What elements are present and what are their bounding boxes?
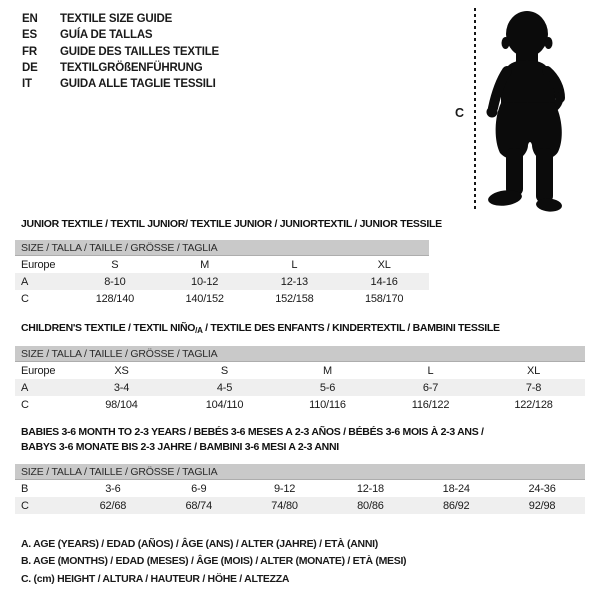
age-cell: 8-10 (70, 273, 160, 290)
height-cell: 86/92 (413, 497, 499, 514)
children-heading-part: CHILDREN'S TEXTILE / TEXTIL NIÑO (21, 322, 196, 334)
babies-heading-line1: BABIES 3-6 MONTH TO 2-3 YEARS / BEBÉS 3-6 MESES A 2-3 AÑOS / BÉBÉS 3-6 MOIS À 2-3 ANS / (21, 426, 484, 438)
row-label: C (21, 398, 29, 411)
size-cell: L (427, 364, 434, 377)
height-measure-label: C (455, 106, 465, 120)
language-code: DE (22, 61, 38, 74)
age-cell: 10-12 (160, 273, 250, 290)
age-cell: 12-13 (250, 273, 340, 290)
height-cell: 128/140 (95, 292, 135, 305)
children-heading-subscript: /A (195, 326, 203, 335)
height-cell: 110/116 (309, 398, 346, 411)
height-cell: 158/170 (364, 292, 404, 305)
note-height-cm: C. (cm) HEIGHT / ALTURA / HAUTEUR / HÖHE / ALTEZZA (21, 572, 290, 585)
height-cell: 80/86 (327, 497, 413, 514)
age-cell: 18-24 (442, 482, 470, 495)
age-cell: 4-5 (173, 379, 276, 396)
row-label: Europe (21, 364, 56, 377)
age-cell: 6-9 (191, 482, 207, 495)
age-cell: 5-6 (276, 379, 379, 396)
age-cell: 3-6 (105, 482, 121, 495)
legend-notes (21, 536, 406, 588)
height-cell: 140/152 (185, 292, 224, 305)
age-cell: 14-16 (339, 273, 429, 290)
age-cell: 12-18 (356, 482, 384, 495)
language-row-en (22, 13, 219, 25)
children-size-table (15, 346, 585, 413)
toddler-silhouette-image (481, 8, 591, 213)
size-header-label: SIZE / TALLA / TAILLE / GRÖSSE / TAGLIA (15, 464, 585, 480)
table-row-europe (15, 362, 585, 380)
size-header-label: SIZE / TALLA / TAILLE / GRÖSSE / TAGLIA (15, 240, 429, 256)
size-header-label: SIZE / TALLA / TAILLE / GRÖSSE / TAGLIA (15, 346, 585, 362)
language-row-es (22, 29, 219, 41)
note-age-years: A. AGE (YEARS) / EDAD (AÑOS) / ÂGE (ANS) / ALTER (JAHRE) / ETÀ (ANNI) (21, 538, 378, 550)
guide-title-es: GUÍA DE TALLAS (60, 29, 153, 42)
babies-table-heading (21, 425, 541, 455)
table-row-age-months (15, 480, 585, 498)
guide-title-en: TEXTILE SIZE GUIDE (60, 13, 173, 25)
age-cell: 3-4 (70, 379, 173, 396)
row-label: Europe (21, 258, 56, 271)
babies-size-table (15, 464, 585, 514)
size-cell: S (111, 258, 119, 271)
height-cell: 74/80 (242, 497, 328, 514)
language-code: EN (22, 13, 38, 25)
height-measure-dashed-line (474, 8, 476, 210)
children-heading-part: / TEXTILE DES ENFANTS / KINDERTEXTIL / BAMBINI TESSILE (202, 322, 500, 334)
height-cell: 122/128 (514, 398, 553, 411)
size-cell: M (200, 258, 210, 271)
table-row-height (15, 290, 429, 307)
size-cell: XL (377, 258, 391, 271)
height-cell: 62/68 (70, 497, 156, 514)
junior-size-table (15, 240, 429, 307)
age-cell: 24-36 (528, 482, 556, 495)
table-row-height (15, 396, 585, 413)
guide-title-de: TEXTILGRÖßENFÜHRUNG (60, 61, 203, 74)
table-row-height (15, 497, 585, 514)
size-cell: S (220, 364, 229, 377)
size-header-bar (15, 346, 585, 362)
table-row-age (15, 273, 429, 290)
language-row-fr (22, 46, 219, 58)
language-row-de (22, 62, 219, 74)
language-code: ES (22, 29, 37, 42)
table-row-age (15, 379, 585, 396)
size-cell: XS (114, 364, 129, 377)
age-cell: 9-12 (273, 482, 296, 495)
row-label: C (21, 292, 29, 305)
age-cell: 6-7 (379, 379, 482, 396)
note-age-months: B. AGE (MONTHS) / EDAD (MESES) / ÂGE (MOIS) / ALTER (MONATE) / ETÀ (MESI) (21, 555, 407, 568)
size-cell: XL (526, 364, 541, 377)
size-header-bar (15, 464, 585, 480)
table-row-europe (15, 256, 429, 274)
row-label: B (21, 482, 29, 495)
size-cell: L (291, 258, 298, 271)
height-cell: 104/110 (205, 398, 244, 411)
babies-heading-line2: BABYS 3-6 MONATE BIS 2-3 JAHRE / BAMBINI 3-6 MESI A 2-3 ANNI (21, 441, 339, 453)
row-label: A (15, 379, 70, 396)
age-cell: 7-8 (482, 379, 585, 396)
size-header-bar (15, 240, 429, 256)
language-row-it (22, 78, 219, 90)
row-label: A (15, 273, 70, 290)
language-code: IT (22, 78, 32, 91)
row-label: C (15, 497, 70, 514)
height-cell: 92/98 (499, 497, 585, 514)
guide-title-fr: GUIDE DES TAILLES TEXTILE (60, 45, 219, 58)
guide-title-it: GUIDA ALLE TAGLIE TESSILI (60, 78, 216, 91)
language-code: FR (22, 45, 37, 58)
height-cell: 152/158 (275, 292, 314, 305)
junior-table-heading: JUNIOR TEXTILE / TEXTIL JUNIOR/ TEXTILE JUNIOR / JUNIORTEXTIL / JUNIOR TESSILE (21, 218, 442, 230)
size-cell: M (323, 364, 332, 377)
language-title-list (22, 13, 219, 94)
children-table-heading (21, 321, 500, 338)
height-cell: 116/122 (411, 398, 450, 411)
height-cell: 98/104 (105, 398, 138, 411)
height-cell: 68/74 (156, 497, 242, 514)
